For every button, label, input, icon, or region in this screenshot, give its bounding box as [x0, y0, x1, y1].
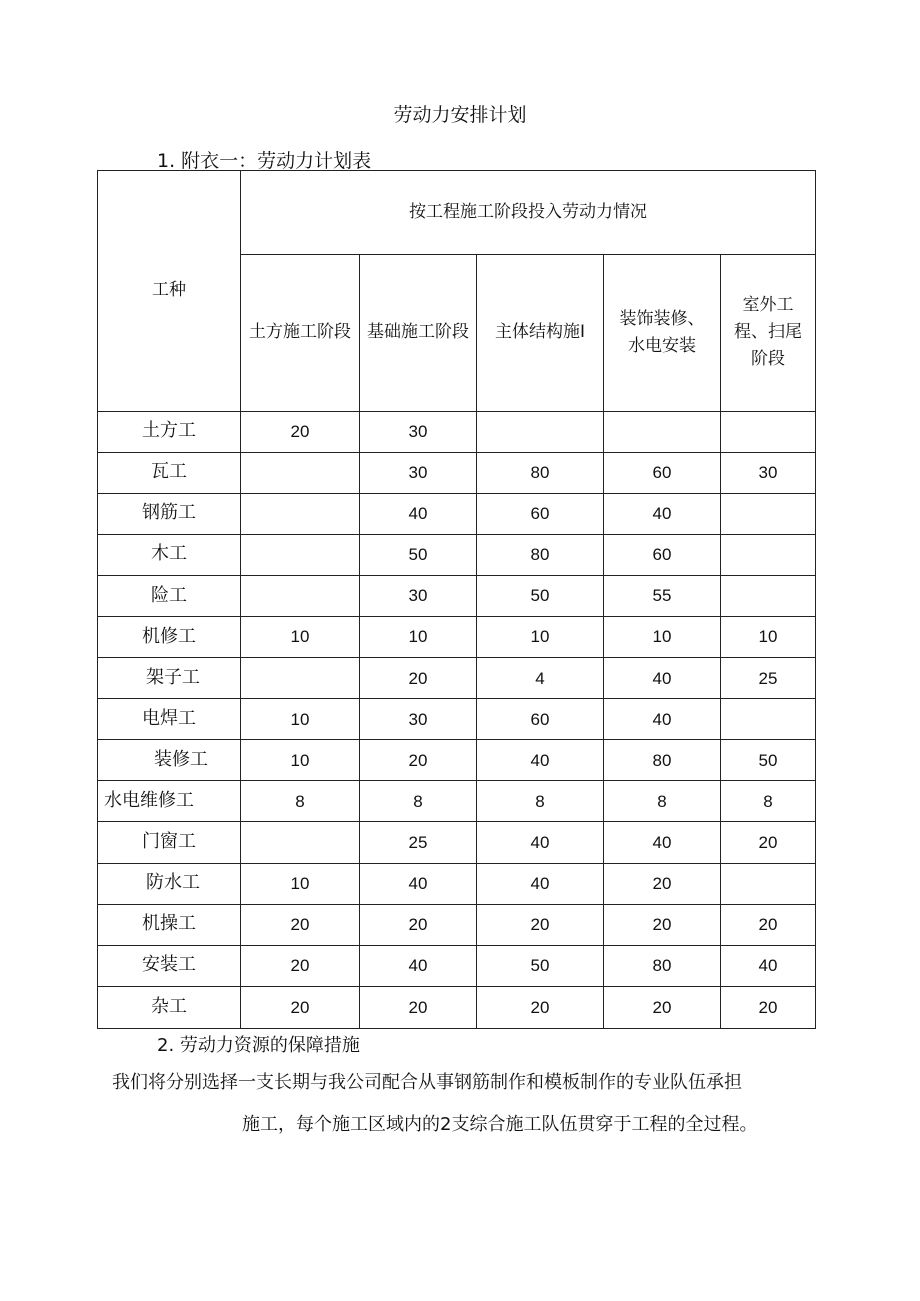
trade-label: 木工 [151, 543, 187, 565]
trade-label: 门窗工 [142, 831, 196, 853]
value-cell: 60 [604, 534, 721, 575]
value-cell: 20 [604, 863, 721, 904]
trade-label: 钢筋工 [142, 502, 196, 524]
value-cell [241, 822, 360, 863]
value-cell: 20 [360, 658, 477, 699]
value-cell: 20 [360, 740, 477, 781]
section-heading-1: 1. 附衣一：劳动力计划表 [157, 150, 372, 172]
paragraph-line-1: 我们将分别选择一支长期与我公司配合从事钢筋制作和模板制作的专业队伍承担 [112, 1072, 742, 1093]
value-cell: 10 [604, 617, 721, 658]
trade-label: 安装工 [142, 954, 196, 976]
trade-label: 水电维修工 [104, 790, 194, 812]
table-row [98, 904, 816, 945]
value-cell: 40 [477, 740, 604, 781]
trade-cell [98, 986, 241, 1028]
value-cell: 60 [604, 452, 721, 493]
table-row [98, 575, 816, 616]
value-cell: 20 [721, 904, 816, 945]
value-cell: 10 [721, 617, 816, 658]
value-cell: 40 [360, 863, 477, 904]
stage-header: 土方施工阶段 [241, 255, 360, 411]
value-cell: 40 [604, 822, 721, 863]
value-cell: 20 [241, 904, 360, 945]
trade-cell [98, 822, 241, 863]
trade-label: 杂工 [151, 996, 187, 1018]
value-cell: 10 [360, 617, 477, 658]
trade-label: 电焊工 [142, 707, 196, 729]
stage-header: 装饰装修、水电安装 [604, 255, 721, 411]
value-cell: 40 [477, 822, 604, 863]
value-cell: 50 [721, 740, 816, 781]
value-cell [721, 575, 816, 616]
value-cell: 80 [477, 534, 604, 575]
trade-label: 险工 [151, 584, 187, 606]
trade-label: 机修工 [142, 625, 196, 647]
table-row [98, 534, 816, 575]
value-cell: 50 [477, 575, 604, 616]
value-cell: 20 [241, 945, 360, 986]
value-cell [721, 863, 816, 904]
value-cell: 40 [721, 945, 816, 986]
section-heading-2: 2. 劳动力资源的保障措施 [157, 1035, 360, 1056]
value-cell: 20 [604, 904, 721, 945]
table-row [98, 945, 816, 986]
stage-header: 主体结构施I [477, 255, 604, 411]
stage-header: 室外工程、扫尾阶段 [721, 255, 816, 411]
trade-cell [98, 699, 241, 740]
value-cell: 20 [477, 904, 604, 945]
header-group: 按工程施工阶段投入劳动力情况 [241, 171, 816, 255]
trade-cell [98, 904, 241, 945]
trade-cell [98, 575, 241, 616]
value-cell: 55 [604, 575, 721, 616]
trade-label: 土方工 [142, 420, 196, 442]
trade-label: 瓦工 [151, 461, 187, 483]
value-cell [721, 699, 816, 740]
trade-cell [98, 534, 241, 575]
value-cell: 80 [604, 945, 721, 986]
value-cell: 30 [360, 452, 477, 493]
table-row [98, 986, 816, 1028]
value-cell: 10 [241, 740, 360, 781]
value-cell: 10 [241, 617, 360, 658]
trade-cell [98, 781, 241, 822]
value-cell: 30 [360, 575, 477, 616]
value-cell: 40 [360, 945, 477, 986]
labor-plan-table [97, 170, 816, 1029]
value-cell [604, 411, 721, 452]
value-cell: 40 [360, 493, 477, 534]
value-cell: 30 [360, 699, 477, 740]
trade-cell [98, 452, 241, 493]
value-cell: 20 [721, 986, 816, 1028]
value-cell [721, 534, 816, 575]
value-cell: 20 [721, 822, 816, 863]
value-cell [721, 411, 816, 452]
trade-label: 装修工 [154, 748, 208, 770]
value-cell: 8 [721, 781, 816, 822]
trade-cell [98, 945, 241, 986]
table-row [98, 699, 816, 740]
value-cell: 80 [477, 452, 604, 493]
value-cell: 40 [477, 863, 604, 904]
value-cell [241, 658, 360, 699]
table-row [98, 411, 816, 452]
stage-header: 基础施工阶段 [360, 255, 477, 411]
table-row [98, 658, 816, 699]
table-row [98, 452, 816, 493]
value-cell [241, 534, 360, 575]
value-cell: 50 [360, 534, 477, 575]
value-cell: 25 [721, 658, 816, 699]
trade-cell [98, 863, 241, 904]
table-row [98, 781, 816, 822]
value-cell: 8 [241, 781, 360, 822]
table-row [98, 863, 816, 904]
value-cell: 40 [604, 493, 721, 534]
value-cell: 80 [604, 740, 721, 781]
value-cell: 30 [360, 411, 477, 452]
trade-label: 架子工 [146, 666, 200, 688]
value-cell: 25 [360, 822, 477, 863]
value-cell: 20 [241, 986, 360, 1028]
value-cell: 4 [477, 658, 604, 699]
value-cell: 50 [477, 945, 604, 986]
table-header-row [98, 171, 816, 255]
value-cell: 20 [241, 411, 360, 452]
value-cell: 20 [360, 904, 477, 945]
table-row [98, 740, 816, 781]
value-cell [721, 493, 816, 534]
table-row [98, 617, 816, 658]
trade-cell [98, 493, 241, 534]
header-trade: 工种 [98, 171, 241, 412]
table-row [98, 493, 816, 534]
trade-cell [98, 658, 241, 699]
value-cell [241, 452, 360, 493]
value-cell [241, 575, 360, 616]
value-cell: 30 [721, 452, 816, 493]
trade-cell [98, 411, 241, 452]
trade-cell [98, 740, 241, 781]
value-cell: 20 [477, 986, 604, 1028]
value-cell: 20 [604, 986, 721, 1028]
value-cell [477, 411, 604, 452]
value-cell [241, 493, 360, 534]
value-cell: 10 [477, 617, 604, 658]
table-row [98, 822, 816, 863]
trade-cell [98, 617, 241, 658]
trade-label: 防水工 [146, 872, 200, 894]
value-cell: 8 [604, 781, 721, 822]
value-cell: 8 [477, 781, 604, 822]
value-cell: 60 [477, 493, 604, 534]
value-cell: 60 [477, 699, 604, 740]
value-cell: 20 [360, 986, 477, 1028]
value-cell: 8 [360, 781, 477, 822]
paragraph-line-2: 施工，每个施工区域内的2支综合施工队伍贯穿于工程的全过程。 [242, 1114, 758, 1135]
value-cell: 10 [241, 699, 360, 740]
value-cell: 40 [604, 658, 721, 699]
page-title: 劳动力安排计划 [393, 104, 527, 126]
trade-label: 机操工 [142, 913, 196, 935]
value-cell: 10 [241, 863, 360, 904]
value-cell: 40 [604, 699, 721, 740]
